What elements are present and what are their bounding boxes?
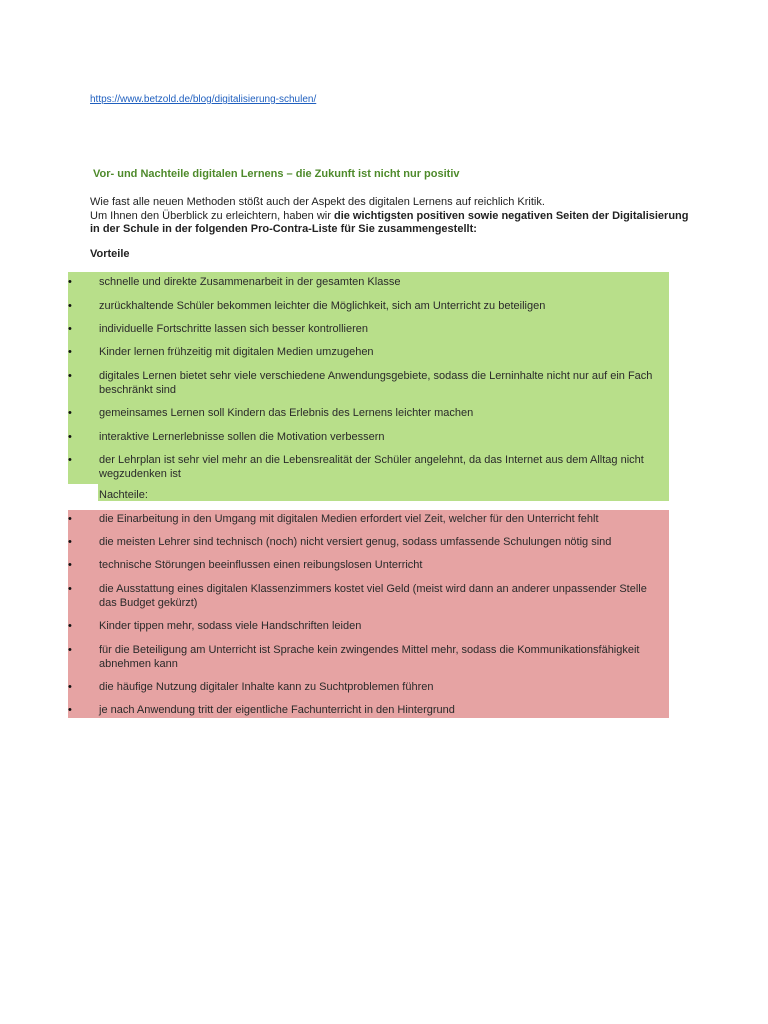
bullet-icon: • [68, 323, 72, 335]
bullet-icon: • [68, 407, 72, 419]
pros-item-text: der Lehrplan ist sehr viel mehr an die Lebensrealität der Schüler angelehnt, da das Internet aus dem Alltag nicht wegzudenken ist [99, 454, 644, 480]
pros-item-text: zurückhaltende Schüler bekommen leichter die Möglichkeit, sich am Unterricht zu beteiligen [99, 300, 546, 312]
bullet-icon: • [68, 620, 72, 632]
pros-item-text: individuelle Fortschritte lassen sich besser kontrollieren [99, 323, 369, 335]
pros-label: Vorteile [90, 248, 130, 260]
cons-item-text: die Ausstattung eines digitalen Klassenzimmers kostet viel Geld (meist wird dann an anderer unpassender Stelle das Budget gekürzt) [99, 583, 647, 609]
intro-line-2-bold: die wichtigsten positiven sowie negativen Seiten der Digitalisierung in der Schule in der folgenden Pro-Contra-Liste für Sie zusammengestellt: [90, 209, 689, 235]
cons-list [68, 510, 669, 718]
cons-label: Nachteile: [99, 489, 148, 501]
bullet-icon: • [68, 644, 72, 656]
cons-item-text: Kinder tippen mehr, sodass viele Handschriften leiden [99, 620, 362, 632]
bullet-icon: • [68, 276, 72, 288]
bullet-icon: • [68, 370, 72, 382]
bullet-icon: • [68, 513, 72, 525]
intro-paragraph [90, 196, 690, 237]
bullet-icon: • [68, 681, 72, 693]
bullet-icon: • [68, 346, 72, 358]
bullet-icon: • [68, 583, 72, 595]
pros-item-text: schnelle und direkte Zusammenarbeit in der gesamten Klasse [99, 276, 401, 288]
source-link[interactable]: https://www.betzold.de/blog/digitalisierung-schulen/ [90, 94, 317, 105]
intro-line-1: Wie fast alle neuen Methoden stößt auch der Aspekt des digitalen Lernens auf reichlich Kritik. [90, 196, 545, 208]
bullet-icon: • [68, 559, 72, 571]
pros-item-text: digitales Lernen bietet sehr viele verschiedene Anwendungsgebiete, sodass die Lerninhalte nicht nur auf ein Fach beschränkt sind [99, 370, 653, 396]
pros-item-text: Kinder lernen frühzeitig mit digitalen Medien umzugehen [99, 346, 374, 358]
pros-item-text: interaktive Lernerlebnisse sollen die Motivation verbessern [99, 431, 385, 443]
cons-item-text: die Einarbeitung in den Umgang mit digitalen Medien erfordert viel Zeit, welcher für den Unterricht fehlt [99, 513, 599, 525]
page-heading: Vor- und Nachteile digitalen Lernens – die Zukunft ist nicht nur positiv [93, 168, 460, 180]
cons-item-text: die meisten Lehrer sind technisch (noch) nicht versiert genug, sodass umfassende Schulungen nötig sind [99, 536, 612, 548]
bullet-icon: • [68, 454, 72, 466]
intro-line-2: Um Ihnen den Überblick zu erleichtern, haben wir [90, 209, 334, 222]
cons-item-text: technische Störungen beeinflussen einen reibungslosen Unterricht [99, 559, 423, 571]
cons-item-text: für die Beteiligung am Unterricht ist Sprache kein zwingendes Mittel mehr, sodass die Kommunikationsfähigkeit abnehmen kann [99, 644, 640, 670]
bullet-icon: • [68, 431, 72, 443]
pros-list [68, 272, 669, 501]
cons-item-text: je nach Anwendung tritt der eigentliche Fachunterricht in den Hintergrund [99, 704, 455, 716]
bullet-icon: • [68, 300, 72, 312]
pros-item-text: gemeinsames Lernen soll Kindern das Erlebnis des Lernens leichter machen [99, 407, 474, 419]
bullet-icon: • [68, 704, 72, 716]
pros-gap [68, 484, 98, 502]
cons-item-text: die häufige Nutzung digitaler Inhalte kann zu Suchtproblemen führen [99, 681, 434, 693]
bullet-icon: • [68, 536, 72, 548]
